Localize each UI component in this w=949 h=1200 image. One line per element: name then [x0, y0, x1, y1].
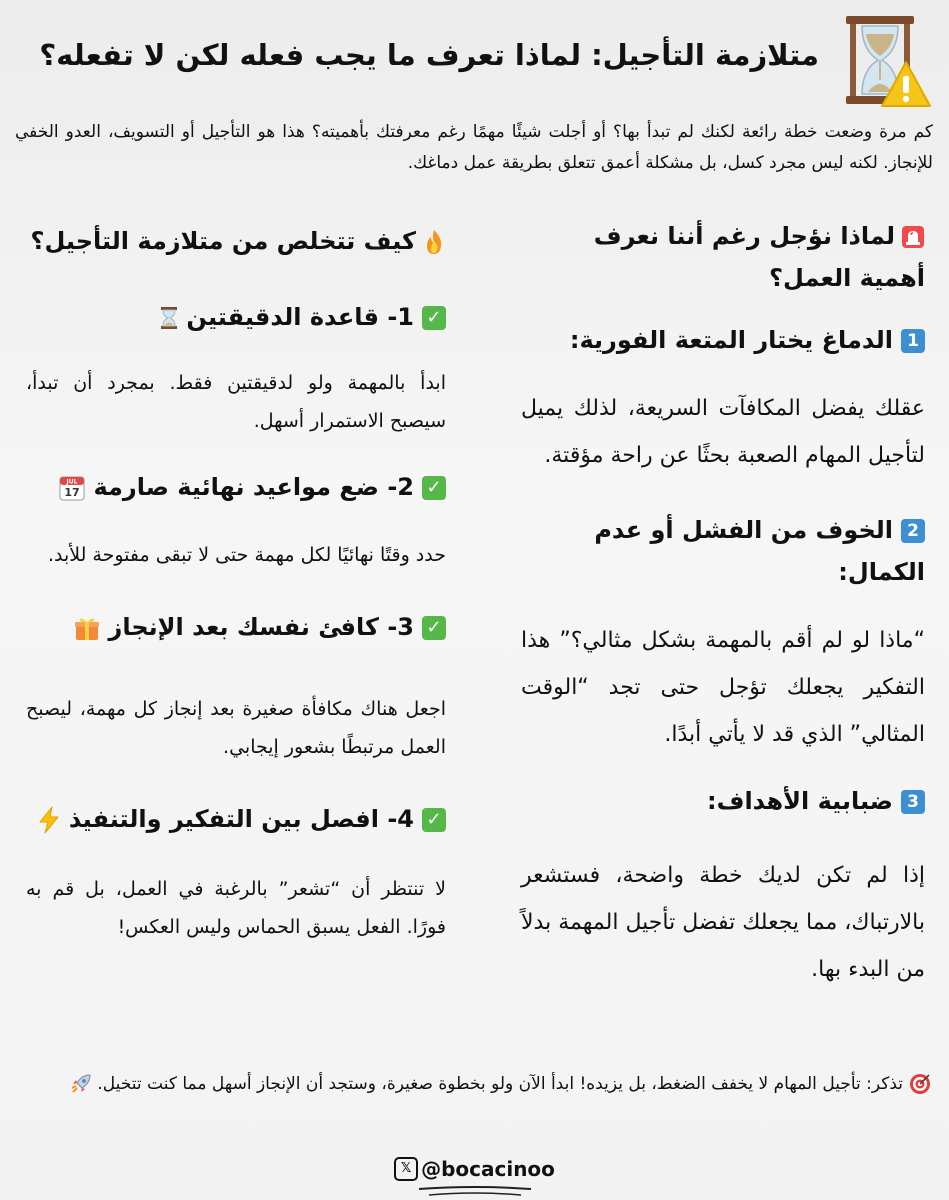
- number-badge-icon: 3: [901, 790, 925, 814]
- how-item-2-title: ✓2- ضع مواعيد نهائية صارمة JUL 17: [26, 466, 446, 508]
- how-item-3-title: ✓3- كافئ نفسك بعد الإنجاز: [26, 606, 446, 648]
- header: [14, 8, 935, 108]
- reminder-note: تذكر: تأجيل المهام لا يخفف الضغط، بل يزيده! ابدأ الآن ولو بخطوة صغيرة، وستجد أن الإنجاز أسهل مما كنت تتخيل.: [16, 1067, 931, 1102]
- how-item-2-body: حدد وقتًا نهائيًا لكل مهمة حتى لا تبقى مفتوحة للأبد.: [47, 544, 446, 566]
- calendar-icon: [59, 475, 85, 501]
- lightning-icon: [38, 806, 60, 834]
- fire-icon: [422, 229, 446, 255]
- target-icon: [909, 1073, 931, 1095]
- how-title: كيف تتخلص من متلازمة التأجيل؟: [26, 220, 446, 262]
- check-mark-icon: ✓: [422, 616, 446, 640]
- intro-paragraph: كم مرة وضعت خطة رائعة لكنك لم تبدأ بها؟ أو أجلت شيئًا مهمًا رغم معرفتك بأهميته؟ هذا هو التأجيل أو التسويف، العدو الخفي للإنجاز. لكنه ليس مجرد كسل، بل مشكلة أعمق تتعلق بطريقة عمل دماغك.: [15, 122, 933, 173]
- how-item-3-body: اجعل هناك مكافأة صغيرة بعد إنجاز كل مهمة، ليصبح العمل مرتبطًا بشعور إيجابي.: [26, 698, 446, 758]
- why-section: [521, 215, 925, 993]
- why-item-1-title: 1الدماغ يختار المتعة الفورية:: [521, 319, 925, 361]
- how-item-1-title: ✓1- قاعدة الدقيقتين: [26, 296, 446, 338]
- page-title: متلازمة التأجيل: لماذا تعرف ما يجب فعله لكن لا تفعله؟: [39, 38, 819, 72]
- gift-icon: [74, 615, 100, 641]
- hourglass-warning-icon: [840, 10, 935, 110]
- handle-underline: [415, 1184, 535, 1198]
- calendar-day: 17: [64, 486, 80, 499]
- why-item-2-body: “ماذا لو لم أقم بالمهمة بشكل مثالي؟” هذا التفكير يجعلك تؤجل حتى تجد “الوقت المثالي” الذي قد لا يأتي أبدًا.: [521, 628, 925, 747]
- how-item-1-body: ابدأ بالمهمة ولو لدقيقتين فقط. بمجرد أن تبدأ، سيصبح الاستمرار أسهل.: [26, 372, 446, 432]
- number-badge-icon: 1: [901, 329, 925, 353]
- why-title: لماذا نؤجل رغم أننا نعرف أهمية العمل؟: [593, 222, 925, 292]
- author-handle: [0, 1157, 949, 1198]
- handle-text: @bocacinoo: [421, 1157, 555, 1181]
- why-item-2-title: 2الخوف من الفشل أو عدم الكمال:: [594, 516, 925, 586]
- why-item-3-title: 3ضبابية الأهداف:: [521, 780, 925, 822]
- number-badge-icon: 2: [901, 519, 925, 543]
- rocket-icon: [70, 1073, 92, 1095]
- x-logo-icon: 𝕏: [394, 1157, 418, 1181]
- calendar-month: JUL: [66, 478, 78, 486]
- siren-icon: [901, 225, 925, 249]
- why-item-3-body: إذا لم تكن لديك خطة واضحة، فستشعر بالارتباك، مما يجعلك تفضل تأجيل المهمة بدلاً من البدء بها.: [521, 863, 925, 982]
- check-mark-icon: ✓: [422, 476, 446, 500]
- why-item-1-body: عقلك يفضل المكافآت السريعة، لذلك يميل لتأجيل المهام الصعبة بحثًا عن راحة مؤقتة.: [521, 396, 925, 468]
- how-item-4-title: ✓4- افصل بين التفكير والتنفيذ: [26, 798, 446, 840]
- check-mark-icon: ✓: [422, 306, 446, 330]
- check-mark-icon: ✓: [422, 808, 446, 832]
- hourglass-icon: [160, 306, 178, 330]
- how-item-4-body: لا تنتظر أن “تشعر” بالرغبة في العمل، بل قم به فورًا. الفعل يسبق الحماس وليس العكس!: [26, 878, 446, 938]
- how-section: [26, 220, 446, 946]
